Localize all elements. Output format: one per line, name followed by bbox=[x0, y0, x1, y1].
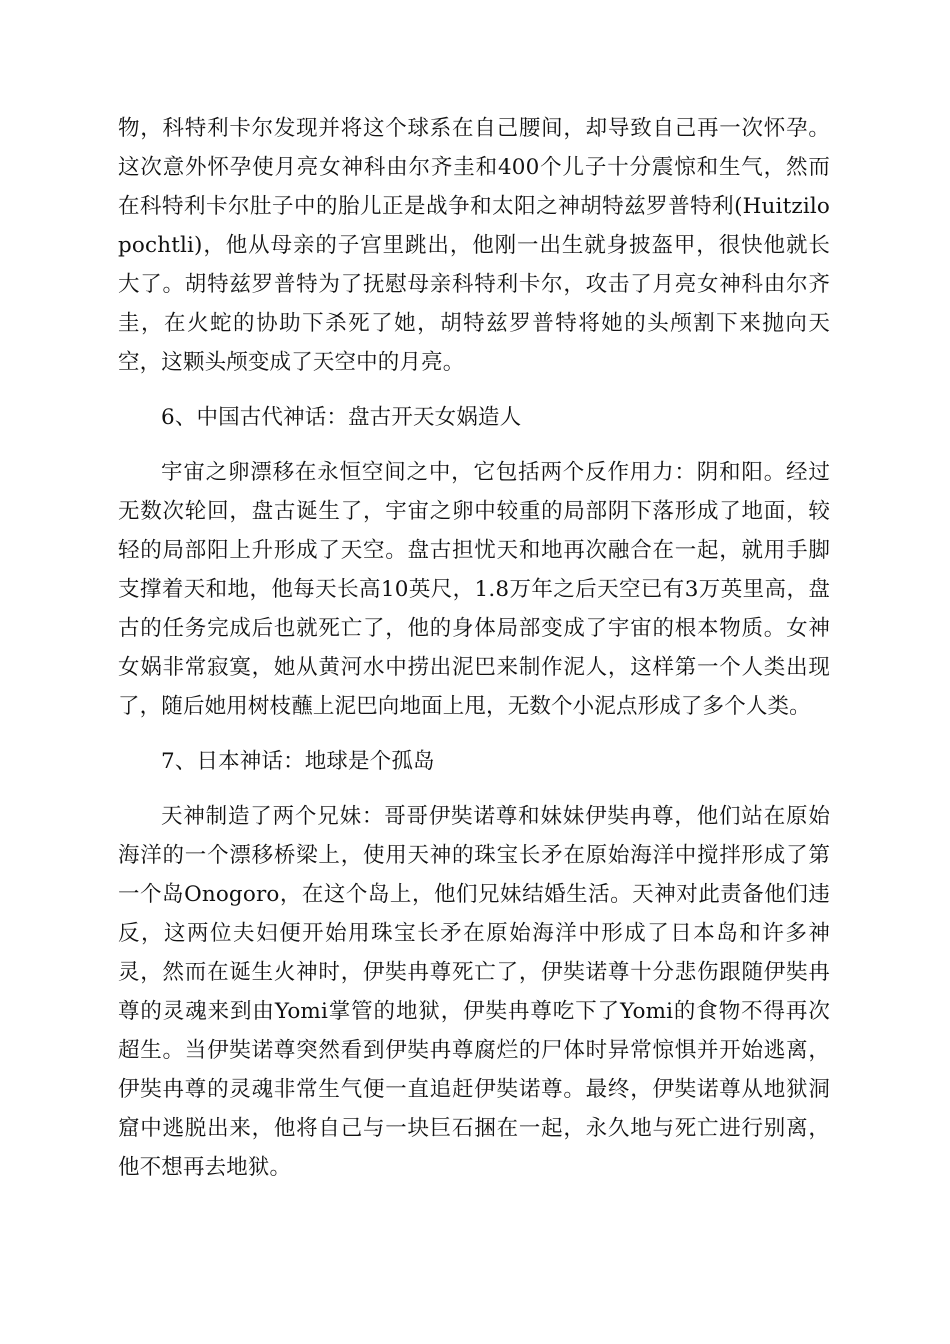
paragraph-pangu-nuwa: 宇宙之卵漂移在永恒空间之中，它包括两个反作用力：阴和阳。经过无数次轮回，盘古诞生了，宇宙之卵中较重的局部阴下落形成了地面，较轻的局部阳上升形成了天空。盘古担忧天和地再次融合在一起，就用手脚支撑着天和地，他每天长高10英尺，1.8万年之后天空已有3万英里高，盘古的任务完成后也就死亡了，他的身体局部变成了宇宙的根本物质。女神女娲非常寂寞，她从黄河水中捞出泥巴来制作泥人，这样第一个人类出现了，随后她用树枝蘸上泥巴向地面上甩，无数个小泥点形成了多个人类。 bbox=[118, 460, 830, 719]
paragraph-continuation: 物，科特利卡尔发现并将这个球系在自己腰间，却导致自己再一次怀孕。这次意外怀孕使月亮女神科由尔齐圭和400个儿子十分震惊和生气，然而在科特利卡尔肚子中的胎儿正是战争和太阳之神胡特兹罗普特利(Huitzilopochtli)，他从母亲的子宫里跳出，他刚一出生就身披盔甲，很快他就长大了。胡特兹罗普特为了抚慰母亲科特利卡尔，攻击了月亮女神科由尔齐圭，在火蛇的协助下杀死了她，胡特兹罗普特将她的头颅割下来抛向天空，这颗头颅变成了天空中的月亮。 bbox=[118, 116, 830, 375]
section-heading-6: 6、中国古代神话：盘古开天女娲造人 bbox=[161, 405, 522, 430]
section-heading-7: 7、日本神话：地球是个孤岛 bbox=[161, 749, 435, 774]
paragraph-japan-myth: 天神制造了两个兄妹：哥哥伊奘诺尊和妹妹伊奘冉尊，他们站在原始海洋的一个漂移桥梁上，使用天神的珠宝长矛在原始海洋中搅拌形成了第一个岛Onogoro，在这个岛上，他们兄妹结婚生活。天神对此责备他们违反，这两位夫妇便开始用珠宝长矛在原始海洋中形成了日本岛和许多神灵，然而在诞生火神时，伊奘冉尊死亡了，伊奘诺尊十分悲伤跟随伊奘冉尊的灵魂来到由Yomi掌管的地狱，伊奘冉尊吃下了Yomi的食物不得再次超生。当伊奘诺尊突然看到伊奘冉尊腐烂的尸体时异常惊惧并开始逃离，伊奘冉尊的灵魂非常生气便一直追赶伊奘诺尊。最终，伊奘诺尊从地狱洞窟中逃脱出来，他将自己与一块巨石捆在一起，永久地与死亡进行别离，他不想再去地狱。 bbox=[118, 804, 830, 1180]
document-body bbox=[118, 109, 830, 1187]
